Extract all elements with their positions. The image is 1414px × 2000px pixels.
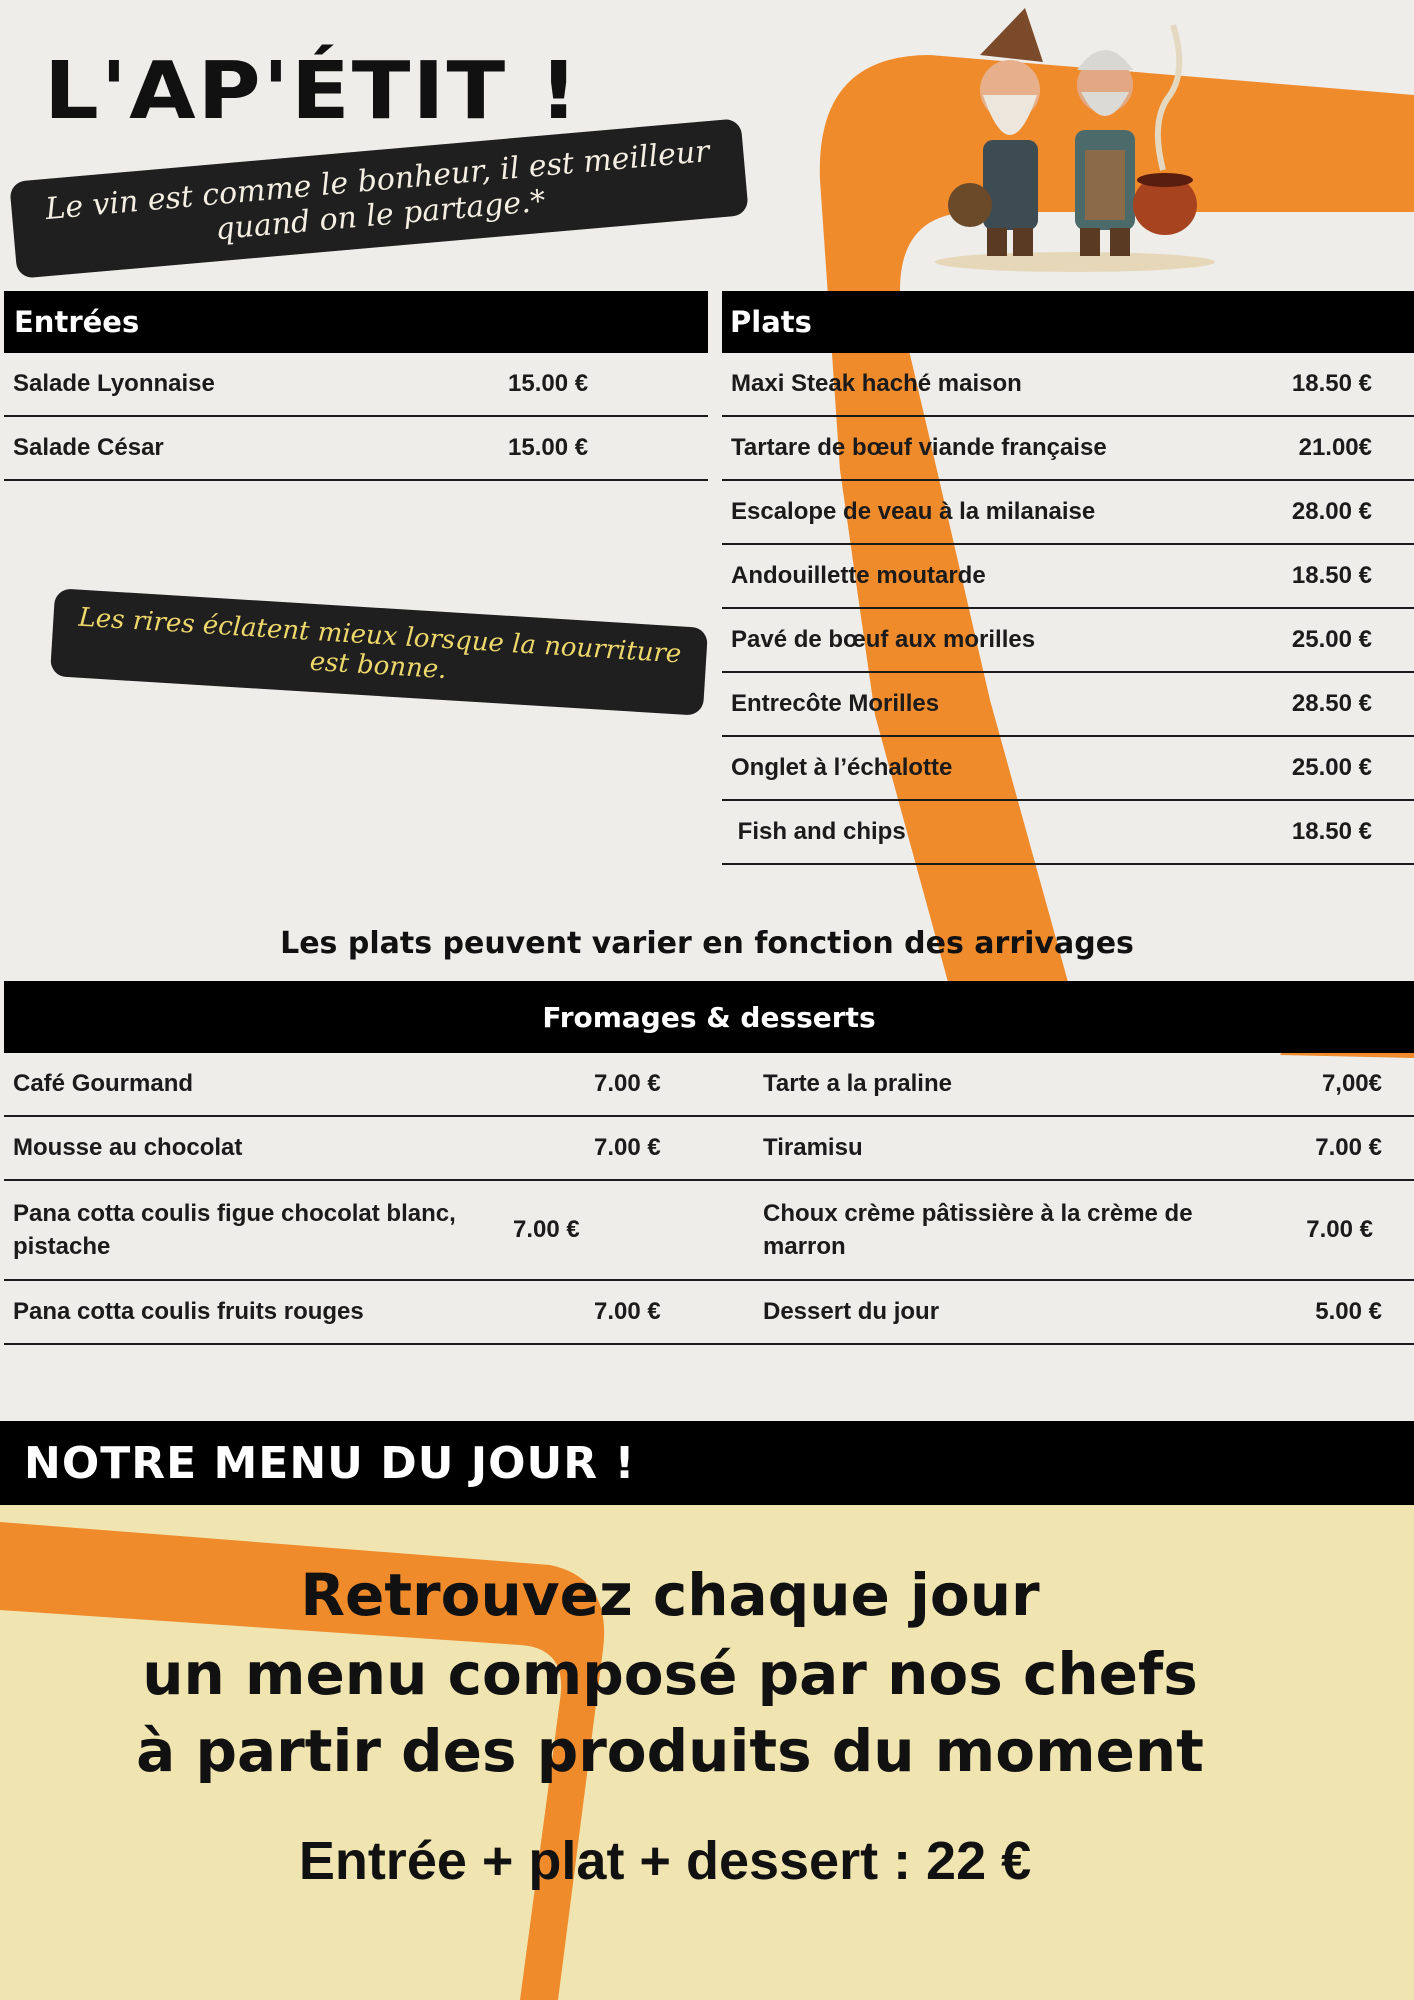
item-price: 28.50 € [1291,690,1372,717]
menu-item-row [4,417,708,481]
menu-item-row [722,737,1414,801]
item-name: Escalope de veau à la milanaise [731,498,1096,526]
item-price: 18.50 € [1291,370,1372,397]
item-price: 21.00€ [1298,434,1372,461]
item-name: Fish and chips [731,818,906,846]
dessert-row [754,1117,1414,1181]
item-price: 7.00 € [513,1216,580,1243]
item-name: Entrecôte Morilles [731,690,940,718]
item-name: Tiramisu [763,1134,863,1162]
menu-item-row [722,481,1414,545]
item-name: Pana cotta coulis figue chocolat blanc, pistache [13,1199,456,1260]
item-name: Andouillette moutarde [731,562,986,590]
dessert-row [4,1181,754,1281]
desserts-header: Fromages & desserts [4,981,1414,1053]
dwarf-chefs-illustration [925,0,1225,275]
item-price: 7.00 € [1315,1134,1382,1161]
menu-item-row [722,801,1414,865]
item-name: Pana cotta coulis fruits rouges [13,1298,364,1326]
dessert-row [754,1181,1414,1281]
item-price: 18.50 € [1291,562,1372,589]
item-name: Onglet à l’échalotte [731,754,953,782]
item-name: Café Gourmand [13,1070,194,1098]
item-price: 15.00 € [508,434,589,461]
item-price: 25.00 € [1291,626,1372,653]
quote-banner-top: Le vin est comme le bonheur, il est meilleur quand on le partage.* [9,118,749,279]
menu-item-row [722,673,1414,737]
item-price: 25.00 € [1291,754,1372,781]
menu-du-jour-line3: à partir des produits du moment [136,1717,1204,1785]
restaurant-title: L'AP'ÉTIT ! [44,45,581,138]
entrees-header: Entrées [4,291,708,353]
item-name: Tartare de bœuf viande française [731,434,1107,462]
menu-du-jour-header: NOTRE MENU DU JOUR ! [0,1421,1414,1505]
menu-du-jour-line2: un menu composé par nos chefs [142,1640,1198,1708]
two-dwarf-chefs-with-cooking-pot-illustration [935,8,1215,272]
item-price: 7,00€ [1321,1070,1382,1097]
menu-item-row [722,417,1414,481]
item-name: Pavé de bœuf aux morilles [731,626,1036,654]
item-name: Dessert du jour [763,1298,940,1326]
menu-item-row [722,609,1414,673]
plats-header: Plats [722,291,1414,353]
item-price: 7.00 € [594,1070,661,1097]
item-price: 7.00 € [594,1134,661,1161]
item-name: Salade Lyonnaise [13,370,215,398]
quote-banner-middle: Les rires éclatent mieux lorsque la nourriture est bonne. [50,588,708,716]
dessert-row [4,1117,754,1181]
dessert-row [4,1053,754,1117]
menu-item-row [722,353,1414,417]
item-price: 7.00 € [1306,1216,1373,1243]
item-price: 28.00 € [1291,498,1372,525]
item-name: Salade César [13,434,164,462]
dessert-row [754,1281,1414,1345]
dessert-row [4,1281,754,1345]
item-name: Choux crème pâtissière à la crème de marron [763,1199,1193,1260]
item-price: 5.00 € [1315,1298,1382,1325]
menu-item-row [722,545,1414,609]
item-price: 7.00 € [594,1298,661,1325]
item-name: Maxi Steak haché maison [731,370,1022,398]
item-name: Mousse au chocolat [13,1134,243,1162]
menu-item-row [4,353,708,417]
arrivages-notice: Les plats peuvent varier en fonction des arrivages [280,926,1134,961]
item-name: Tarte a la praline [763,1070,952,1098]
item-price: 15.00 € [508,370,589,397]
item-price: 18.50 € [1291,818,1372,845]
menu-du-jour-price: Entrée + plat + dessert : 22 € [298,1831,1032,1891]
dessert-row [754,1053,1414,1117]
menu-du-jour-line1: Retrouvez chaque jour [300,1561,1040,1629]
